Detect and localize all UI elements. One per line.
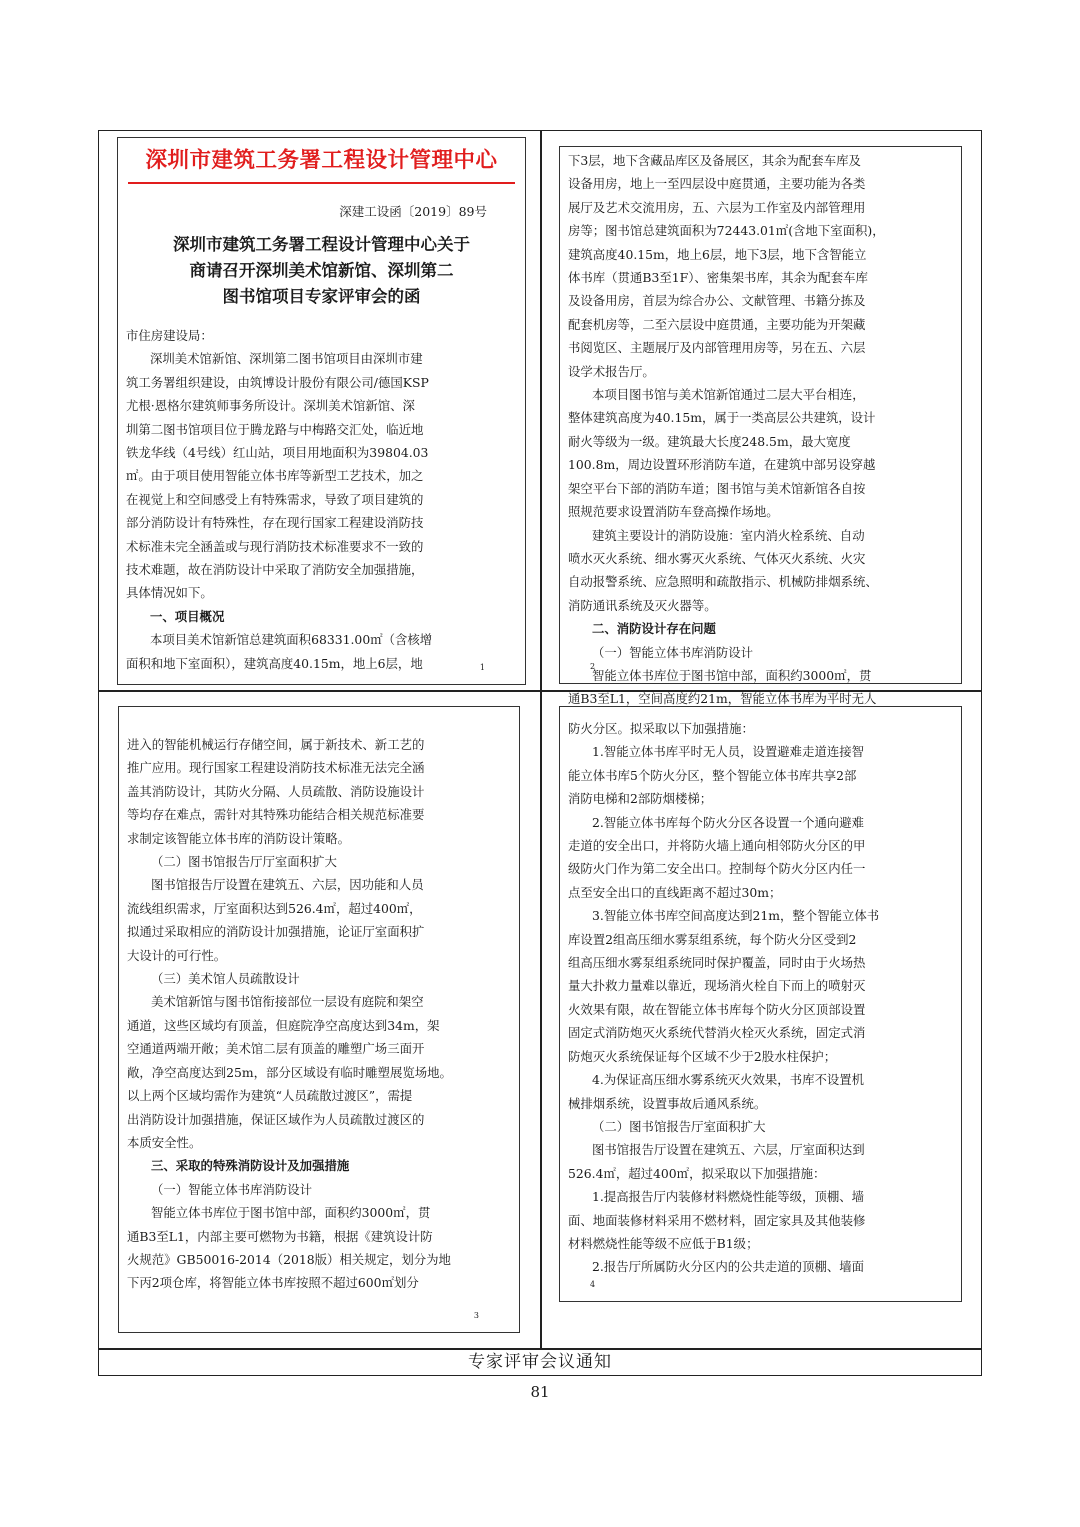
text-line: 526.4㎡，超过400㎡，拟采取以下加强措施： [568,1165,826,1181]
subsection-heading: （二）图书馆报告厅厅室面积扩大 [151,854,337,870]
text-line: 库设置2组高压细水雾泵组系统，每个防火分区受到2 [568,931,857,947]
scan-page-number: 2 [590,662,596,671]
text-line: 深圳美术馆新馆、深圳第二图书馆项目由深圳市建 [150,351,423,367]
text-line: 建筑高度40.15m，地上6层，地下3层，地下含智能立 [568,246,867,262]
text-line: 等均存在难点，需针对其特殊功能结合相关规范标准要 [127,807,425,823]
text-line: 铁龙华线（4号线）红山站，项目用地面积为39804.03 [126,445,429,461]
text-line: 械排烟系统，设置事故后通风系统。 [568,1095,767,1111]
text-line: 级防火门作为第二安全出口。控制每个防火分区内任一 [568,861,866,877]
text-line: 图书馆报告厅设置在建筑五、六层，因功能和人员 [151,877,424,893]
subsection-heading: （三）美术馆人员疏散设计 [151,971,300,987]
text-line: 市住房建设局： [126,328,213,343]
text-line: 能立体书库5个防火分区，整个智能立体书库共享2部 [568,767,857,783]
text-line: 筑工务署组织建设，由筑博设计股份有限公司/德国KSP [126,374,429,390]
text-line: 推广应用。现行国家工程建设消防技术标准无法完全涵 [127,760,425,776]
scan-page-2 [559,146,962,707]
text-line: 消防电梯和2部防烟楼梯； [568,791,713,807]
text-line: 以上两个区域均需作为建筑“人员疏散过渡区”，需提 [127,1088,413,1104]
text-line: 下丙2项仓库，将智能立体书库按照不超过600㎡划分 [127,1275,419,1291]
figure-caption: 专家评审会议通知 [468,1352,612,1372]
text-line: 大设计的可行性。 [127,947,227,963]
text-line: 通B3至L1，空间高度约21m，智能立体书库为平时无人 [568,691,877,707]
text-line: 通B3至L1，内部主要可燃物为书籍，根据《建筑设计防 [127,1228,433,1244]
text-line: 1.提高报告厅内装修材料燃烧性能等级，顶棚、墙 [592,1189,865,1205]
text-line: 火规范》GB50016-2014（2018版）相关规定，划分为地 [127,1251,451,1267]
text-line: 展厅及艺术交流用房，五、六层为工作室及内部管理用 [568,199,866,215]
text-line: 面积和地下室面积），建筑高度40.15m，地上6层，地 [126,655,423,671]
text-line: 4.为保证高压细水雾系统灭火效果，书库不设置机 [592,1072,865,1088]
text-line: 组高压细水雾泵组系统同时保护覆盖，同时由于火场热 [568,955,866,971]
section-heading: 三、采取的特殊消防设计及加强措施 [151,1158,350,1174]
text-line: 书阅览区、主题展厅及内部管理用房等，另在五、六层 [568,340,866,356]
title-line: 图书馆项目专家评审会的函 [222,287,421,306]
text-line: 火效果有限，故在智能立体书库每个防火分区顶部设置 [568,1001,866,1017]
body-text [568,149,953,711]
text-line: 照规范要求设置消防车登高操作场地。 [568,504,779,520]
text-line: 术标准未完全涵盖或与现行消防技术标准要求不一致的 [126,538,424,554]
scan-page-1 [117,137,526,685]
document-title [126,232,517,310]
text-line: 智能立体书库位于图书馆中部，面积约3000㎡，贯 [151,1205,431,1221]
body-text [126,324,517,675]
text-line: ㎡。由于项目使用智能立体书库等新型工艺技术，加之 [126,468,424,484]
subsection-heading: （二）图书馆报告厅室面积扩大 [592,1118,766,1134]
text-line: 盖其消防设计，其防火分隔、人员疏散、消防设施设计 [127,783,425,799]
text-line: 走道的安全出口，并将防火墙上通向相邻防火分区的甲 [568,838,866,854]
text-line: 拟通过采取相应的消防设计加强措施，论证厅室面积扩 [127,924,425,940]
text-line: 具体情况如下。 [126,585,213,601]
scan-page-number: 3 [473,1311,479,1320]
scan-page-4 [559,706,962,1302]
letterhead: 深圳市建筑工务署工程设计管理中心 [145,148,498,173]
text-line: 耐火等级为一级。建筑最大长度248.5m，最大宽度 [568,433,851,449]
text-line: 图书馆报告厅设置在建筑五、六层，厅室面积达到 [592,1142,865,1158]
text-line: 流线组织需求，厅室面积达到526.4㎡，超过400㎡， [127,900,422,916]
section-heading: 一、项目概况 [150,608,225,624]
text-line: 敞，净空高度达到25m，部分区域设有临时雕塑展览场地。 [127,1064,452,1080]
text-line: 材料燃烧性能等级不应低于B1级； [568,1235,759,1251]
text-line: 本项目图书馆与美术馆新馆通过二层大平台相连， [592,387,865,403]
text-line: 下3层，地下含藏品库区及备展区，其余为配套车库及 [568,153,861,168]
letterhead-rule [128,182,515,184]
text-line: 架空平台下部的消防车道；图书馆与美术馆新馆各自按 [568,480,866,496]
text-line: 喷水灭火系统、细水雾灭火系统、气体灭火系统、火灾 [568,550,866,566]
text-line: 3.智能立体书库空间高度达到21m，整个智能立体书 [592,908,880,924]
text-line: 及设备用房，首层为综合办公、文献管理、书籍分拣及 [568,293,866,309]
document-number: 深建工设函〔2019〕89号 [339,204,487,219]
text-line: 2.报告厅所属防火分区内的公共走道的顶棚、墙面 [592,1259,865,1275]
text-line: 在视觉上和空间感受上有特殊需求，导致了项目建筑的 [126,491,424,507]
text-line: 100.8m，周边设置环形消防车道，在建筑中部另设穿越 [568,457,876,473]
text-line: 部分消防设计有特殊性，存在现行国家工程建设消防技 [126,515,424,531]
subsection-heading: （一）智能立体书库消防设计 [151,1181,313,1197]
text-line: 整体建筑高度为40.15m，属于一类高层公共建筑，设计 [568,410,876,426]
text-line: 本项目美术馆新馆总建筑面积68331.00㎡（含核增 [150,632,433,648]
text-line: 体书库（贯通B3至1F）、密集架书库，其余为配套车库 [568,270,868,286]
scan-page-3 [118,706,520,1333]
section-heading: 二、消防设计存在问题 [592,621,716,637]
text-line: 自动报警系统、应急照明和疏散指示、机械防排烟系统、 [568,574,878,590]
title-line: 商请召开深圳美术馆新馆、深圳第二 [189,261,454,280]
text-line: 技术难题，故在消防设计中采取了消防安全加强措施， [126,562,424,578]
title-line: 深圳市建筑工务署工程设计管理中心关于 [173,235,470,254]
subsection-heading: （一）智能立体书库消防设计 [592,644,754,660]
text-line: 房等；图书馆总建筑面积为72443.01㎡(含地下室面积)， [568,223,885,239]
text-line: 防火分区。拟采取以下加强措施： [568,721,754,736]
text-line: 2.智能立体书库每个防火分区各设置一个通向避难 [592,814,865,830]
body-text [568,717,953,1279]
text-line: 空通道两端开敞；美术馆二层有顶盖的雕塑广场三面开 [127,1041,425,1057]
page-number: 81 [530,1383,550,1401]
text-line: 量大扑救力量难以靠近，现场消火栓自下而上的喷射灭 [568,978,866,994]
text-line: 配套机房等，二至六层设中庭贯通，主要功能为开架藏 [568,316,866,332]
text-line: 设学术报告厅。 [568,363,655,379]
text-line: 求制定该智能立体书库的消防设计策略。 [127,830,351,846]
text-line: 美术馆新馆与图书馆衔接部位一层设有庭院和架空 [151,994,424,1010]
text-line: 建筑主要设计的消防设施：室内消火栓系统、自动 [592,527,865,543]
text-line: 尤根·恩格尔建筑师事务所设计。深圳美术馆新馆、深 [126,398,415,414]
text-line: 智能立体书库位于图书馆中部，面积约3000㎡，贯 [592,667,872,683]
text-line: 1.智能立体书库平时无人员，设置避难走道连接智 [592,744,865,760]
text-line: 防炮灭火系统保证每个区域不少于2股水柱保护； [568,1048,837,1064]
text-line: 进入的智能机械运行存储空间，属于新技术、新工艺的 [127,737,425,752]
body-text [127,733,511,1295]
text-line: 通道，这些区域均有顶盖，但庭院净空高度达到34m，架 [127,1017,440,1033]
scan-page-number: 4 [590,1280,596,1289]
text-line: 设备用房，地上一至四层设中庭贯通，主要功能为各类 [568,176,866,192]
text-line: 面、地面装修材料采用不燃材料，固定家具及其他装修 [568,1212,866,1228]
text-line: 消防通讯系统及灭火器等。 [568,597,717,613]
scan-page-number: 1 [479,663,485,672]
text-line: 点至安全出口的直线距离不超过30m； [568,884,782,900]
text-line: 固定式消防炮灭火系统代替消火栓灭火系统，固定式消 [568,1025,866,1041]
table-divider-vertical [540,130,542,1348]
text-line: 出消防设计加强措施，保证区域作为人员疏散过渡区的 [127,1111,425,1127]
text-line: 圳第二图书馆项目位于腾龙路与中梅路交汇处，临近地 [126,421,424,437]
text-line: 本质安全性。 [127,1134,202,1150]
